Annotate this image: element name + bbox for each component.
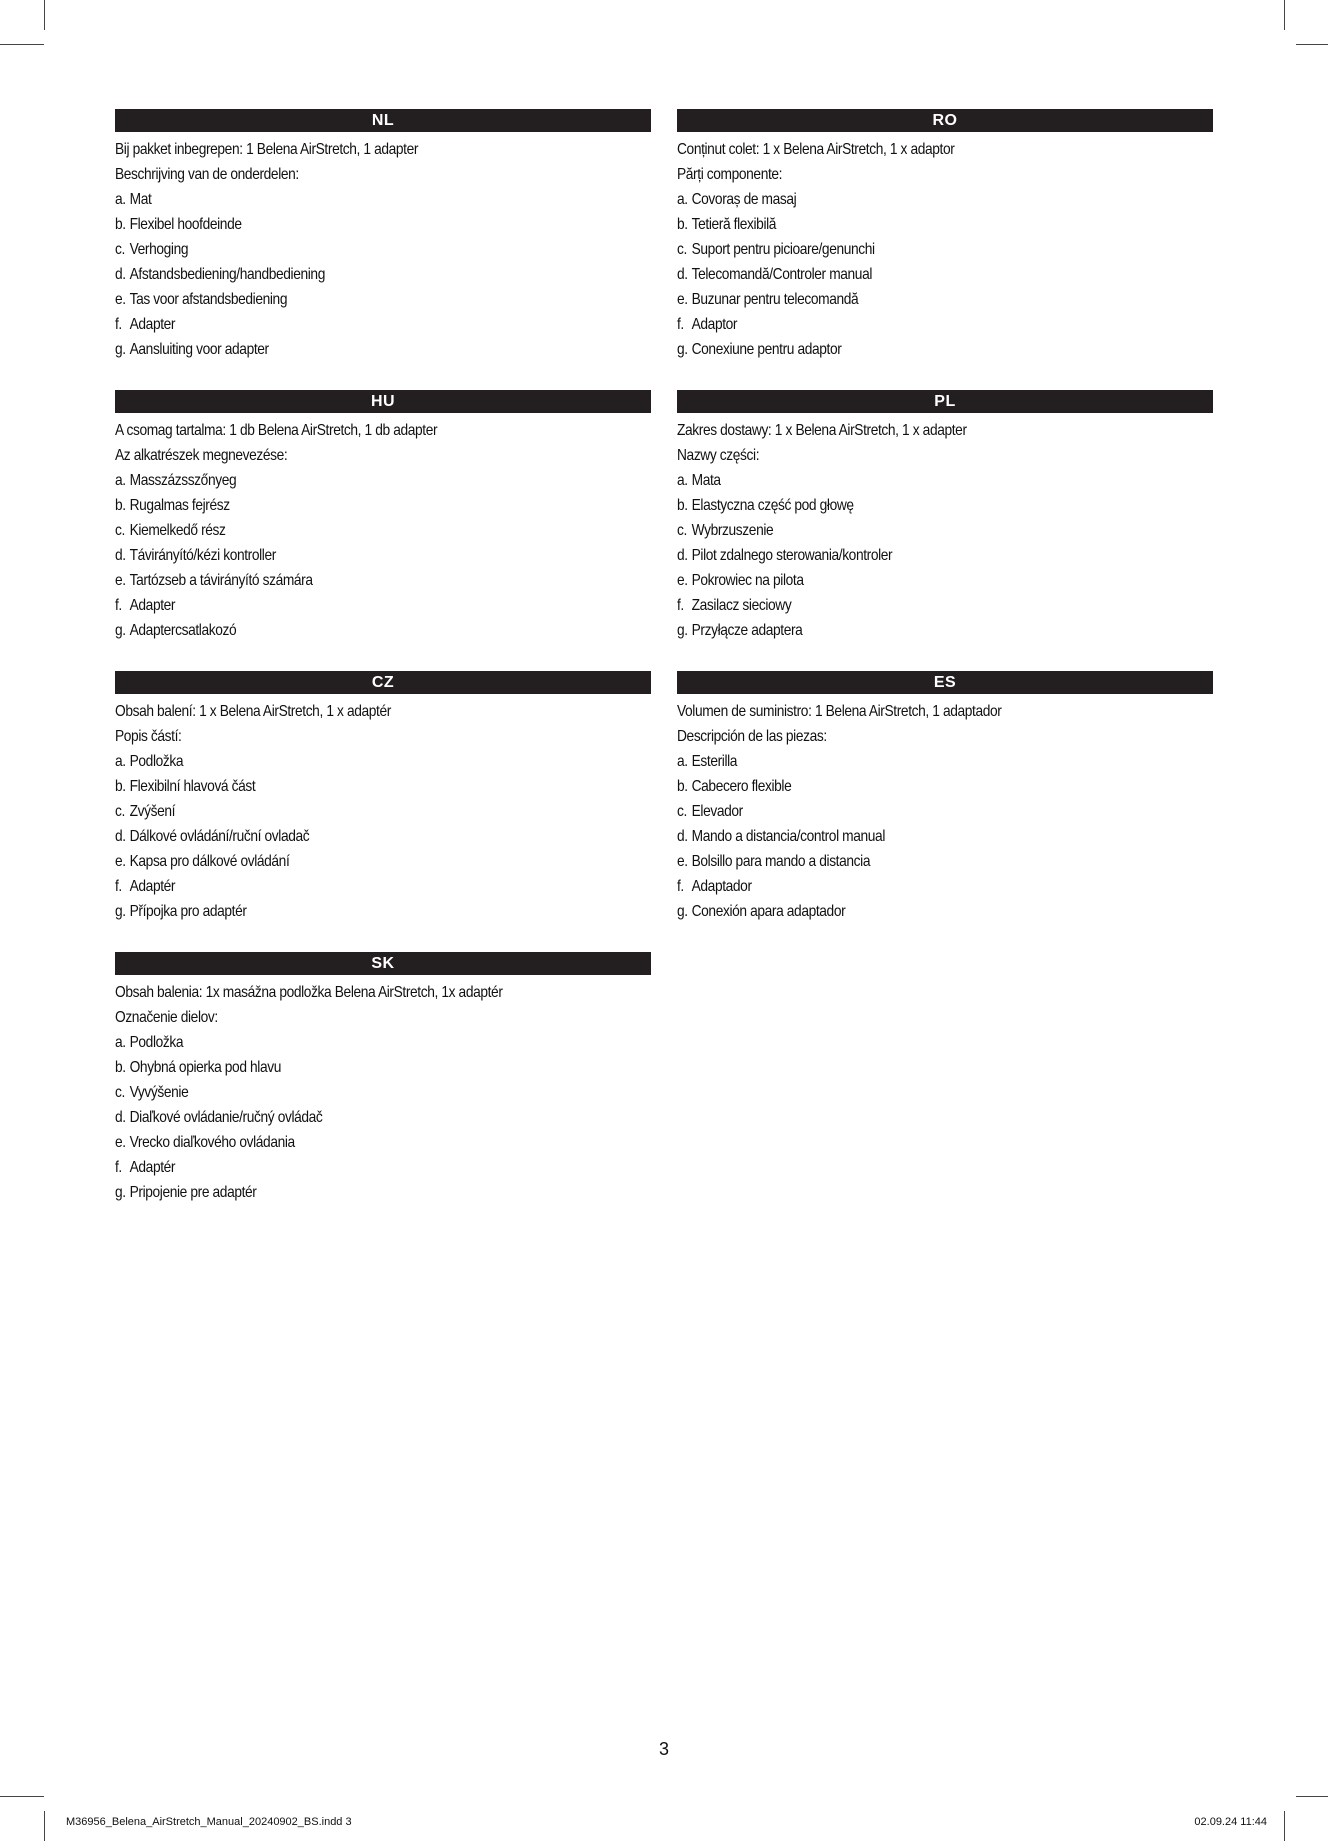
parts-heading: Popis částí: [115, 728, 182, 745]
item-letter: f. [115, 1159, 122, 1176]
item-text: Afstandsbediening/handbediening [129, 266, 325, 283]
item-letter: f. [115, 316, 122, 333]
contents-line: Bij pakket inbegrepen: 1 Belena AirStretch, 1 adapter [115, 141, 419, 158]
item-text: Kiemelkedő rész [129, 522, 226, 539]
section-hu [115, 390, 651, 643]
crop-mark [1296, 44, 1328, 45]
list-item [115, 212, 648, 237]
item-text: Přípojka pro adaptér [129, 903, 247, 920]
item-letter: c. [677, 522, 687, 539]
item-letter: b. [115, 1059, 126, 1076]
section-body [677, 694, 1210, 924]
list-item [115, 899, 648, 924]
list-item [677, 899, 1210, 924]
section-body [677, 413, 1210, 643]
item-text: Mando a distancia/control manual [691, 828, 885, 845]
list-item [677, 337, 1210, 362]
item-text: Vyvýšenie [129, 1084, 189, 1101]
item-letter: f. [677, 878, 684, 895]
section-header: PL [677, 390, 1213, 413]
list-item [677, 518, 1210, 543]
item-text: Buzunar pentru telecomandă [691, 291, 859, 308]
list-item [677, 799, 1210, 824]
item-letter: a. [677, 191, 688, 208]
item-text: Zasilacz sieciowy [691, 597, 792, 614]
list-item [115, 874, 648, 899]
item-text: Podložka [129, 1034, 184, 1051]
section-cz [115, 671, 651, 924]
contents-line: Zakres dostawy: 1 x Belena AirStretch, 1 x adapter [677, 422, 967, 439]
item-text: Diaľkové ovládanie/ručný ovládač [129, 1109, 323, 1126]
item-letter: a. [115, 191, 126, 208]
list-item [115, 287, 648, 312]
section-pl [677, 390, 1213, 643]
item-text: Tas voor afstandsbediening [129, 291, 288, 308]
section-body [115, 694, 648, 924]
item-letter: a. [677, 753, 688, 770]
item-text: Pilot zdalnego sterowania/kontroler [691, 547, 893, 564]
item-text: Masszázsszőnyeg [129, 472, 237, 489]
section-header: NL [115, 109, 651, 132]
item-text: Mat [129, 191, 152, 208]
list-item [677, 468, 1210, 493]
list-item [115, 312, 648, 337]
contents-line: Obsah balenia: 1x masážna podložka Belena AirStretch, 1x adaptér [115, 984, 503, 1001]
item-text: Dálkové ovládání/ruční ovladač [129, 828, 310, 845]
contents-line: Volumen de suministro: 1 Belena AirStretch, 1 adaptador [677, 703, 1002, 720]
list-item [677, 618, 1210, 643]
parts-heading: Nazwy części: [677, 447, 760, 464]
list-item [677, 874, 1210, 899]
section-body [115, 132, 648, 362]
item-text: Aansluiting voor adapter [129, 341, 269, 358]
parts-heading: Az alkatrészek megnevezése: [115, 447, 288, 464]
list-item [115, 749, 648, 774]
list-item [115, 618, 648, 643]
item-text: Ohybná opierka pod hlavu [129, 1059, 281, 1076]
section-header: RO [677, 109, 1213, 132]
item-letter: b. [115, 216, 126, 233]
list-item [677, 212, 1210, 237]
item-letter: g. [677, 341, 688, 358]
list-item [115, 1105, 648, 1130]
list-item [115, 493, 648, 518]
list-item [677, 237, 1210, 262]
parts-heading: Označenie dielov: [115, 1009, 218, 1026]
page-number: 3 [658, 1739, 669, 1759]
list-item [115, 262, 648, 287]
item-text: Esterilla [691, 753, 738, 770]
item-text: Adaptador [691, 878, 752, 895]
item-text: Podložka [129, 753, 184, 770]
item-text: Bolsillo para mando a distancia [691, 853, 871, 870]
item-text: Távirányító/kézi kontroller [129, 547, 276, 564]
section-es [677, 671, 1213, 924]
item-letter: c. [115, 803, 125, 820]
list-item [115, 1030, 648, 1055]
item-text: Suport pentru picioare/genunchi [691, 241, 875, 258]
parts-heading: Descripción de las piezas: [677, 728, 827, 745]
list-item [115, 1080, 648, 1105]
list-item [677, 749, 1210, 774]
item-letter: f. [677, 597, 684, 614]
item-letter: b. [677, 497, 688, 514]
item-letter: b. [677, 216, 688, 233]
crop-mark [1284, 1811, 1285, 1841]
item-letter: e. [115, 572, 126, 589]
item-text: Adaptor [691, 316, 738, 333]
item-letter: g. [677, 622, 688, 639]
item-letter: d. [677, 547, 688, 564]
list-item [677, 593, 1210, 618]
section-header: CZ [115, 671, 651, 694]
item-text: Wybrzuszenie [691, 522, 774, 539]
item-text: Telecomandă/Controler manual [691, 266, 873, 283]
item-letter: f. [115, 597, 122, 614]
item-text: Pokrowiec na pilota [691, 572, 804, 589]
section-nl [115, 109, 651, 362]
item-text: Adapter [129, 316, 176, 333]
section-body [115, 975, 648, 1205]
item-text: Flexibel hoofdeinde [129, 216, 242, 233]
list-item [677, 312, 1210, 337]
item-letter: c. [677, 241, 687, 258]
contents-line: Obsah balení: 1 x Belena AirStretch, 1 x adaptér [115, 703, 391, 720]
item-letter: d. [677, 266, 688, 283]
list-item [677, 774, 1210, 799]
list-item [115, 237, 648, 262]
item-text: Elevador [691, 803, 743, 820]
section-header: ES [677, 671, 1213, 694]
list-item [677, 187, 1210, 212]
item-letter: c. [115, 522, 125, 539]
item-text: Verhoging [129, 241, 189, 258]
item-text: Conexión apara adaptador [691, 903, 846, 920]
section-header: HU [115, 390, 651, 413]
item-text: Przyłącze adaptera [691, 622, 803, 639]
list-item [115, 849, 648, 874]
item-text: Tartózseb a távirányító számára [129, 572, 313, 589]
item-text: Conexiune pentru adaptor [691, 341, 842, 358]
crop-mark [44, 0, 45, 30]
item-letter: a. [677, 472, 688, 489]
list-item [115, 543, 648, 568]
item-text: Zvýšení [129, 803, 176, 820]
item-letter: a. [115, 472, 126, 489]
item-letter: e. [677, 853, 688, 870]
item-letter: g. [677, 903, 688, 920]
parts-heading: Părți componente: [677, 166, 783, 183]
item-text: Kapsa pro dálkové ovládání [129, 853, 290, 870]
item-letter: d. [115, 1109, 126, 1126]
item-text: Adaptercsatlakozó [129, 622, 237, 639]
item-text: Adapter [129, 597, 176, 614]
item-letter: e. [677, 572, 688, 589]
item-letter: e. [115, 853, 126, 870]
item-text: Adaptér [129, 1159, 176, 1176]
section-sk [115, 952, 651, 1205]
section-body [677, 132, 1210, 362]
list-item [677, 543, 1210, 568]
item-letter: b. [115, 778, 126, 795]
item-text: Rugalmas fejrész [129, 497, 230, 514]
list-item [115, 593, 648, 618]
list-item [677, 568, 1210, 593]
item-letter: g. [115, 622, 126, 639]
item-text: Tetieră flexibilă [691, 216, 777, 233]
item-text: Vrecko diaľkového ovládania [129, 1134, 295, 1151]
item-letter: f. [115, 878, 122, 895]
item-letter: e. [115, 1134, 126, 1151]
list-item [115, 799, 648, 824]
item-text: Mata [691, 472, 721, 489]
list-item [677, 824, 1210, 849]
list-item [115, 568, 648, 593]
crop-mark [0, 44, 44, 45]
list-item [115, 1130, 648, 1155]
list-item [677, 849, 1210, 874]
parts-heading: Beschrijving van de onderdelen: [115, 166, 299, 183]
item-text: Covoraș de masaj [691, 191, 797, 208]
section-body [115, 413, 648, 643]
list-item [115, 1155, 648, 1180]
item-text: Elastyczna część pod głowę [691, 497, 854, 514]
item-letter: a. [115, 1034, 126, 1051]
item-letter: d. [115, 828, 126, 845]
contents-line: Conținut colet: 1 x Belena AirStretch, 1 x adaptor [677, 141, 955, 158]
item-letter: d. [115, 547, 126, 564]
item-text: Flexibilní hlavová část [129, 778, 256, 795]
item-letter: e. [115, 291, 126, 308]
list-item [115, 1055, 648, 1080]
contents-line: A csomag tartalma: 1 db Belena AirStretch, 1 db adapter [115, 422, 438, 439]
item-letter: g. [115, 1184, 126, 1201]
item-text: Adaptér [129, 878, 176, 895]
item-letter: c. [115, 1084, 125, 1101]
item-letter: f. [677, 316, 684, 333]
list-item [677, 287, 1210, 312]
list-item [115, 824, 648, 849]
crop-mark [44, 1811, 45, 1841]
list-item [115, 468, 648, 493]
list-item [115, 1180, 648, 1205]
section-header: SK [115, 952, 651, 975]
item-letter: d. [115, 266, 126, 283]
item-text: Pripojenie pre adaptér [129, 1184, 257, 1201]
list-item [677, 262, 1210, 287]
list-item [115, 187, 648, 212]
section-ro [677, 109, 1213, 362]
item-letter: a. [115, 753, 126, 770]
list-item [115, 774, 648, 799]
crop-mark [0, 1796, 44, 1797]
item-letter: c. [115, 241, 125, 258]
footer-timestamp: 02.09.24 11:44 [1194, 1816, 1267, 1828]
item-letter: c. [677, 803, 687, 820]
item-letter: b. [115, 497, 126, 514]
item-letter: b. [677, 778, 688, 795]
crop-mark [1284, 0, 1285, 30]
item-letter: e. [677, 291, 688, 308]
item-letter: g. [115, 341, 126, 358]
list-item [677, 493, 1210, 518]
list-item [115, 337, 648, 362]
item-text: Cabecero flexible [691, 778, 792, 795]
item-letter: d. [677, 828, 688, 845]
item-letter: g. [115, 903, 126, 920]
list-item [115, 518, 648, 543]
footer-file-info: M36956_Belena_AirStretch_Manual_20240902_BS.indd 3 [66, 1816, 352, 1828]
crop-mark [1296, 1796, 1328, 1797]
